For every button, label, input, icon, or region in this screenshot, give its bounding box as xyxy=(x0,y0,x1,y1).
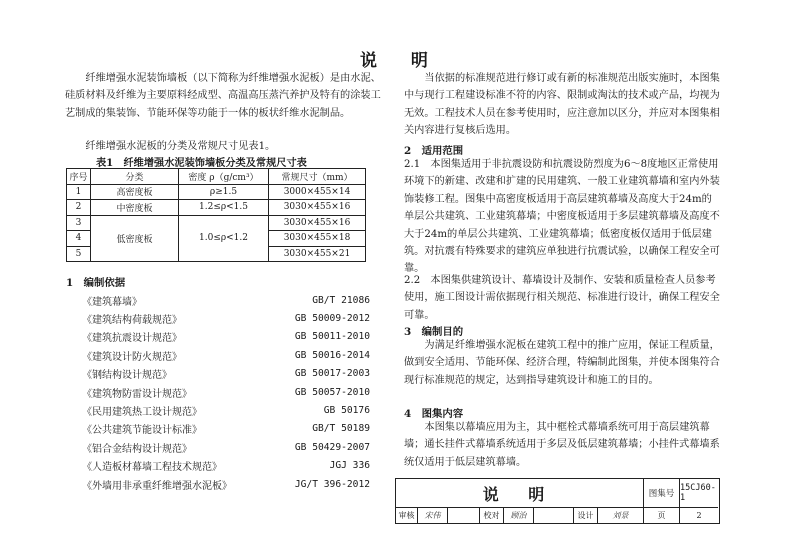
cell-no: 1 xyxy=(67,184,91,200)
design-signature: 刘景 xyxy=(598,508,644,523)
ref-code: GB 50429-2007 xyxy=(294,441,370,453)
section-2-2-paragraph: 2.2 本图集供建筑设计、幕墙设计及制作、安装和质量检查人员参考使用，施工图设计需依据现行相关规范、标准进行设计，确保工程安全可靠。 xyxy=(404,275,720,321)
col-header-no: 序号 xyxy=(67,169,91,185)
ref-code: GB 50057-2010 xyxy=(294,386,370,398)
review-label: 审核 xyxy=(396,508,418,523)
section-3-paragraph: 为满足纤维增强水泥板在建筑工程中的推广应用，保证工程质量，做到安全适用、节能环保、经济合理，特编制此图集，并使本图集符合现行标准规范的规定，达到指导建筑设计和施工的目的。 xyxy=(404,340,720,386)
section-1-heading: 1 编制依据 xyxy=(66,277,126,289)
section-3-heading: 3 编制目的 xyxy=(404,326,464,338)
cell-size: 3030×455×16 xyxy=(269,200,366,216)
ref-name: 《建筑抗震设计规范》 xyxy=(82,333,182,345)
review-signature-2 xyxy=(448,508,480,523)
section-4-heading: 4 图集内容 xyxy=(404,408,464,420)
ref-code: GB/T 50189 xyxy=(312,423,370,435)
col-header-category: 分类 xyxy=(91,169,179,185)
table-row xyxy=(67,200,366,216)
ref-code: JG/T 396-2012 xyxy=(294,478,370,490)
cell-density: 1.2≤ρ<1.5 xyxy=(179,200,269,216)
atlas-number: 15CJ60-1 xyxy=(680,479,718,508)
cell-size: 3030×455×16 xyxy=(269,215,366,231)
check-signature: 顾治 xyxy=(504,508,534,523)
section-4-paragraph: 本图集以幕墙应用为主，其中框栓式幕墙系统可用于高层建筑幕墙；通长挂件式幕墙系统适用于多层及低层建筑幕墙；小挂件式幕墙系统仅适用于低层建筑幕墙。 xyxy=(404,422,720,468)
list-item xyxy=(82,475,370,493)
ref-name: 《铝合金结构设计规范》 xyxy=(82,443,192,455)
list-item xyxy=(82,328,370,346)
ref-code: GB 50011-2010 xyxy=(294,331,370,343)
atlas-label: 图集号 xyxy=(644,479,680,508)
table-row xyxy=(67,215,366,231)
list-item xyxy=(82,457,370,475)
review-signature: 宋伟 xyxy=(418,508,448,523)
table-caption: 表1 纤维增强水泥装饰墙板分类及常规尺寸表 xyxy=(96,157,307,169)
page-number: 2 xyxy=(696,511,702,520)
list-item xyxy=(82,309,370,327)
col-header-size: 常规尺寸（mm） xyxy=(269,169,366,185)
table-header-row xyxy=(67,169,366,185)
page-title: 说 明 xyxy=(360,51,442,71)
intro-paragraph-2: 纤维增强水泥板的分类及常规尺寸见表1。 xyxy=(85,141,276,152)
title-block-main: 说 明 xyxy=(396,479,644,508)
table-row xyxy=(67,184,366,200)
list-item xyxy=(82,401,370,419)
cell-density: 1.0≤ρ<1.2 xyxy=(179,215,269,262)
list-item xyxy=(82,420,370,438)
col-header-density: 密度 ρ（g/cm³） xyxy=(179,169,269,185)
list-item xyxy=(82,291,370,309)
cell-size: 3030×455×21 xyxy=(269,246,366,262)
list-item xyxy=(82,346,370,364)
ref-code: GB 50176 xyxy=(323,405,370,417)
ref-name: 《建筑设计防火规范》 xyxy=(82,351,182,363)
list-item xyxy=(82,438,370,456)
classification-table xyxy=(66,168,366,262)
cell-no: 5 xyxy=(67,246,91,262)
ref-code: GB 50016-2014 xyxy=(294,349,370,361)
ref-name: 《民用建筑热工设计规范》 xyxy=(82,407,202,419)
ref-name: 《建筑幕墙》 xyxy=(82,296,142,308)
cell-size: 3000×455×14 xyxy=(269,184,366,200)
page-label: 页 xyxy=(644,508,680,523)
ref-code: GB 50009-2012 xyxy=(294,313,370,325)
right-paragraph-0: 当依据的标准规范进行修订或有新的标准规范出版实施时，本图集中与现行工程建设标准不符的内容、限制或淘汰的技术或产品，均视为无效。工程技术人员在参考使用时，应注意加以区分，并应对本图集相关内容进行复核后选用。 xyxy=(404,73,720,137)
ref-code: GB/T 21086 xyxy=(312,294,370,306)
cell-no: 2 xyxy=(67,200,91,216)
section-2-heading: 2 适用范围 xyxy=(404,145,464,157)
ref-code: JGJ 336 xyxy=(329,460,370,472)
reference-list xyxy=(82,291,370,493)
list-item xyxy=(82,365,370,383)
section-2-1-paragraph: 2.1 本图集适用于非抗震设防和抗震设防烈度为6～8度地区正常使用环境下的新建、改建和扩建的民用建筑、一般工业建筑幕墙和室内外装饰装修工程。图集中高密度板适用于高层建筑幕墙及高度大于24m的单层公共建筑、工业建筑幕墙；中密度板适用于多层建筑幕墙及高度不大于24m的单层公共建筑、工业建筑幕墙；低密度板仅适用于低层建筑。对抗震有特殊要求的建筑应单独进行抗震试验，以确保工程安全可靠。 xyxy=(404,159,720,275)
cell-no: 4 xyxy=(67,231,91,247)
ref-name: 《建筑结构荷载规范》 xyxy=(82,315,182,327)
title-block xyxy=(395,478,720,524)
design-label: 设计 xyxy=(574,508,598,523)
title-block-signatures xyxy=(396,508,718,523)
ref-name: 《建筑物防雷设计规范》 xyxy=(82,388,192,400)
check-signature-2 xyxy=(534,508,574,523)
cell-size: 3030×455×18 xyxy=(269,231,366,247)
cell-density: ρ≥1.5 xyxy=(179,184,269,200)
ref-name: 《公共建筑节能设计标准》 xyxy=(82,425,202,437)
ref-name: 《人造板材幕墙工程技术规范》 xyxy=(82,462,222,474)
intro-paragraph: 纤维增强水泥装饰墙板（以下简称为纤维增强水泥板）是由水泥、硅质材料及纤维为主要原料经成型、高温高压蒸汽养护及特有的涂装工艺制成的集装饰、节能环保等功能于一体的板状纤维水泥制品。 xyxy=(65,73,381,119)
cell-category: 低密度板 xyxy=(91,215,179,262)
ref-name: 《钢结构设计规范》 xyxy=(82,370,172,382)
list-item xyxy=(82,383,370,401)
ref-name: 《外墙用非承重纤维增强水泥板》 xyxy=(82,480,232,492)
ref-code: GB 50017-2003 xyxy=(294,368,370,380)
cell-no: 3 xyxy=(67,215,91,231)
cell-category: 高密度板 xyxy=(91,184,179,200)
cell-category: 中密度板 xyxy=(91,200,179,216)
check-label: 校对 xyxy=(480,508,504,523)
